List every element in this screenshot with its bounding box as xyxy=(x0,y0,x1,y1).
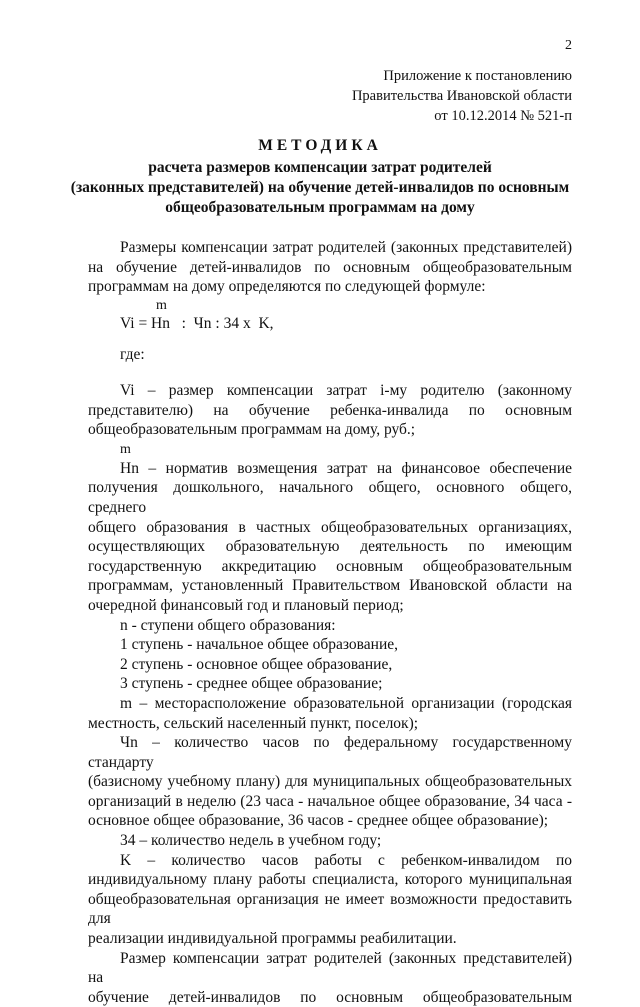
text-line: общеобразовательная организация не имеет возможности предоставить для xyxy=(88,890,572,928)
text-line: общего образования в частных общеобразовательных организациях, xyxy=(88,518,572,536)
text-line: m – месторасположение образовательной организации (городская xyxy=(120,694,572,712)
definitions xyxy=(88,381,572,1007)
title-line: (законных представителей) на обучение детей-инвалидов по основным xyxy=(70,179,570,196)
text-line: организаций в неделю (23 часа - начальное общее образование, 34 часа - xyxy=(88,792,572,810)
text-line: основное общее образование, 36 часов - среднее общее образование); xyxy=(88,812,549,830)
text-line: 1 ступень - начальное общее образование, xyxy=(120,636,399,654)
text-line: Размер компенсации затрат родителей (законных представителей) на xyxy=(88,949,572,987)
title-line: общеобразовательным программам на дому xyxy=(165,199,475,216)
formula xyxy=(120,297,560,334)
text-line: реализации индивидуальной программы реабилитации. xyxy=(88,930,457,948)
text-line: 3 ступень - среднее общее образование; xyxy=(120,675,383,693)
hn-superscript: m xyxy=(120,441,131,457)
text-line: общеобразовательным программам на дому, руб.; xyxy=(88,421,416,439)
approval-note xyxy=(312,66,572,126)
text-line: программам на дому определяются по следующей формуле: xyxy=(88,278,486,296)
formula-expression: Vi = Hn : Чn : 34 x K, xyxy=(120,315,274,332)
text-line: местность, сельский населенный пункт, поселок); xyxy=(88,714,419,732)
text-line: n - ступени общего образования: xyxy=(120,616,336,634)
text-line: программам, установленный Правительством Ивановской области на xyxy=(88,577,572,595)
text-line: получения дошкольного, начального общего, основного общего, среднего xyxy=(88,479,572,516)
text-line: Hn – норматив возмещения затрат на финансовое обеспечение xyxy=(120,459,572,477)
approval-line: Приложение к постановлению xyxy=(383,68,572,84)
text-line: Vi – размер компенсации затрат i-му родителю (законному xyxy=(120,382,572,399)
text-line: очередной финансовый год и плановый период; xyxy=(88,596,404,614)
title-line: расчета размеров компенсации затрат родителей xyxy=(148,159,492,176)
text-line: государственную аккредитацию основным общеобразовательным xyxy=(88,557,572,575)
text-line: на обучение детей-инвалидов по основным общеобразовательным xyxy=(88,258,572,276)
title-heading: МЕТОДИКА xyxy=(258,137,382,154)
formula-superscript: m xyxy=(156,298,167,313)
text-line: 2 ступень - основное общее образование, xyxy=(120,655,393,673)
document-title xyxy=(68,136,572,218)
page-number: 2 xyxy=(565,38,572,53)
text-line: обучение детей-инвалидов по основным общеобразовательным xyxy=(88,988,572,1006)
intro-paragraph xyxy=(88,238,572,297)
text-line: K – количество часов работы с ребенком-инвалидом по xyxy=(120,851,572,869)
text-line: осуществляющих образовательную деятельность по имеющим xyxy=(88,538,572,556)
text-line: 34 – количество недель в учебном году; xyxy=(120,832,382,850)
text-line: (базисному учебному плану) для муниципальных общеобразовательных xyxy=(88,773,572,791)
approval-line: от 10.12.2014 № 521-п xyxy=(434,108,572,124)
approval-line: Правительства Ивановской области xyxy=(351,88,572,104)
text-line: Размеры компенсации затрат родителей (законных представителей) xyxy=(120,239,572,256)
text-line: Чn – количество часов по федеральному государственному стандарту xyxy=(88,734,572,771)
where-label: где: xyxy=(120,346,145,363)
text-line: индивидуальному плану работы специалиста, которого муниципальная xyxy=(88,871,572,889)
text-line: представителю) на обучение ребенка-инвалида по основным xyxy=(88,401,572,419)
